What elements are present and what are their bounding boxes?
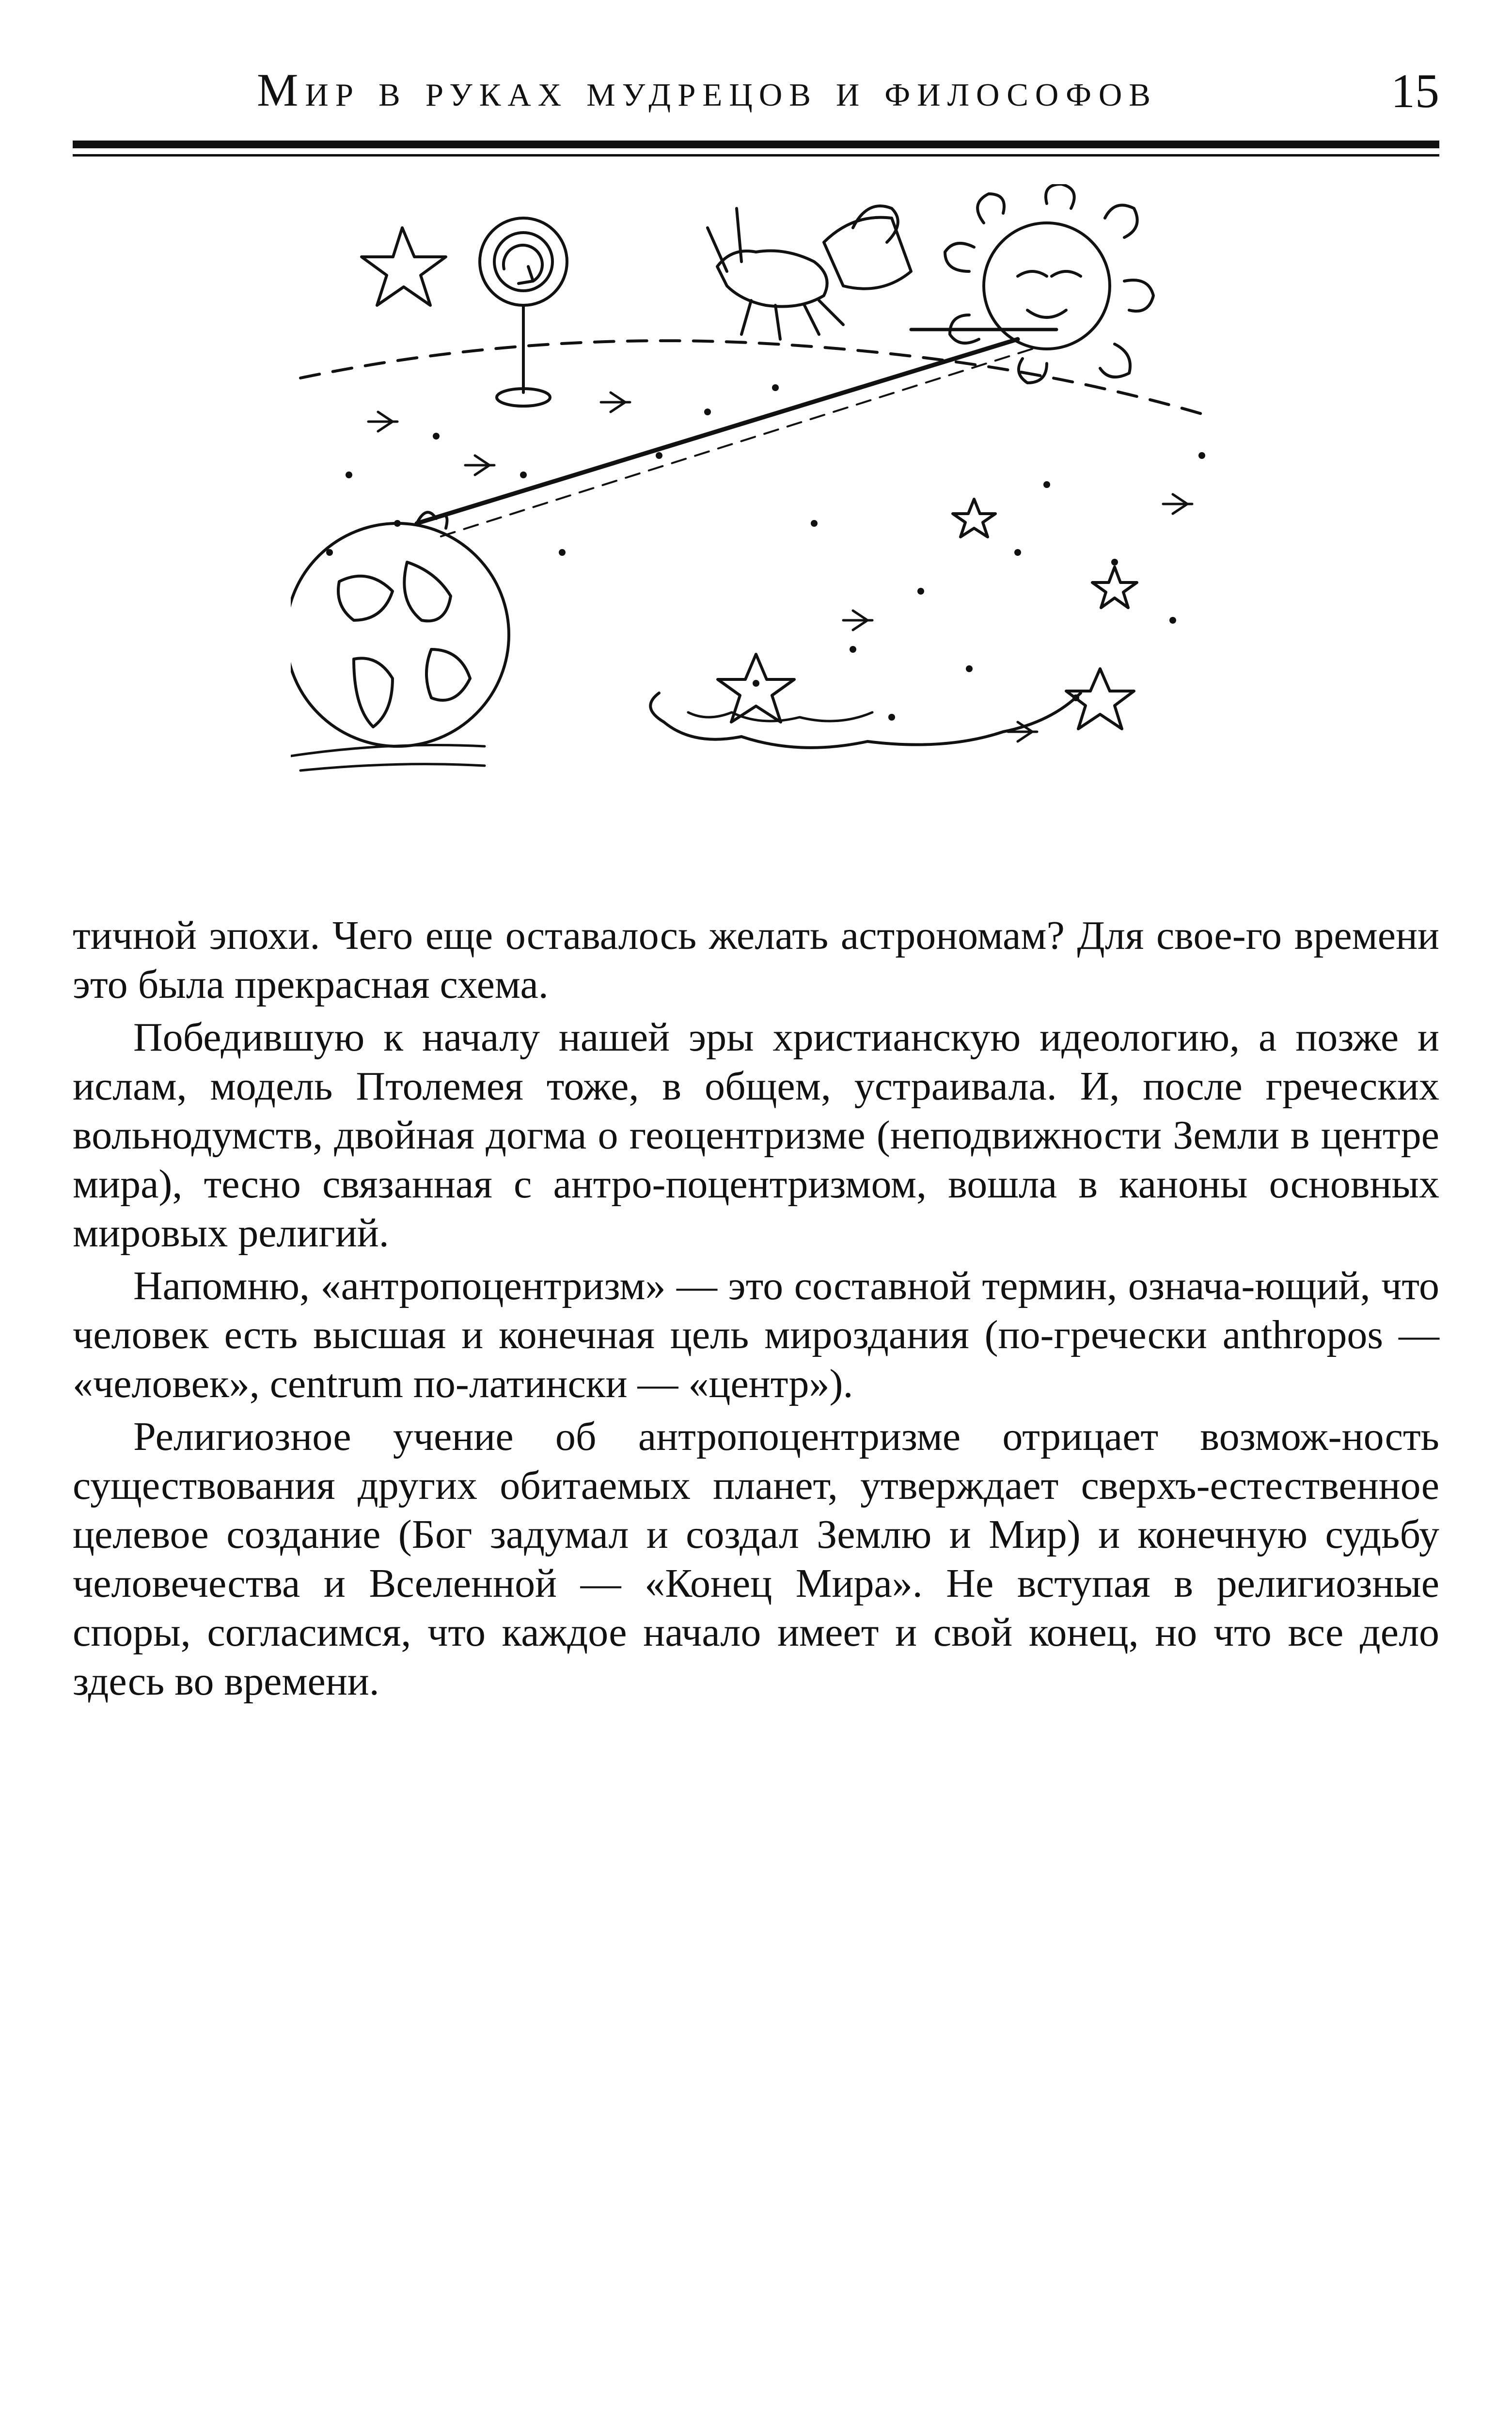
page-number: 15 (1391, 64, 1439, 118)
header-rule-thick (73, 141, 1439, 148)
page-header (73, 58, 1439, 121)
paragraph: Напомню, «антропоцентризм» — это составной термин, означа-ющий, что человек есть высшая и конечная цель мироздания (по-гречески anthropos — «человек», centrum по-латински — «центр»). (73, 1263, 1439, 1406)
paragraph: Победившую к началу нашей эры христианскую идеологию, а позже и ислам, модель Птолемея тоже, в общем, устраивала. И, после греческих вольнодумств, двойная догма о геоцентризме (неподвижности Земли в центре мира), тесно связанная с антро-поцентризмом, вошла в каноны основных мировых религий. (73, 1015, 1439, 1256)
illustration (291, 184, 1241, 872)
cartoon-cart-pulling-earth-with-rope-icon (291, 184, 1241, 872)
running-title: Мир в руках мудрецов и философов (257, 64, 1157, 116)
body-text (73, 911, 1439, 1706)
paragraph: тичной эпохи. Чего еще оставалось желать астрономам? Для свое-го времени это была прекрасная схема. (73, 913, 1439, 1007)
paragraph: Религиозное учение об антропоцентризме отрицает возмож-ность существования других обитаемых планет, утверждает сверхъ-естественное целевое создание (Бог задумал и создал Землю и Мир) и конечную судьбу человечества и Вселенной — «Конец Мира». Не вступая в религиозные споры, согласимся, что каждое начало имеет и свой конец, но что все дело здесь во времени. (73, 1414, 1439, 1704)
header-rule-thin (73, 154, 1439, 157)
